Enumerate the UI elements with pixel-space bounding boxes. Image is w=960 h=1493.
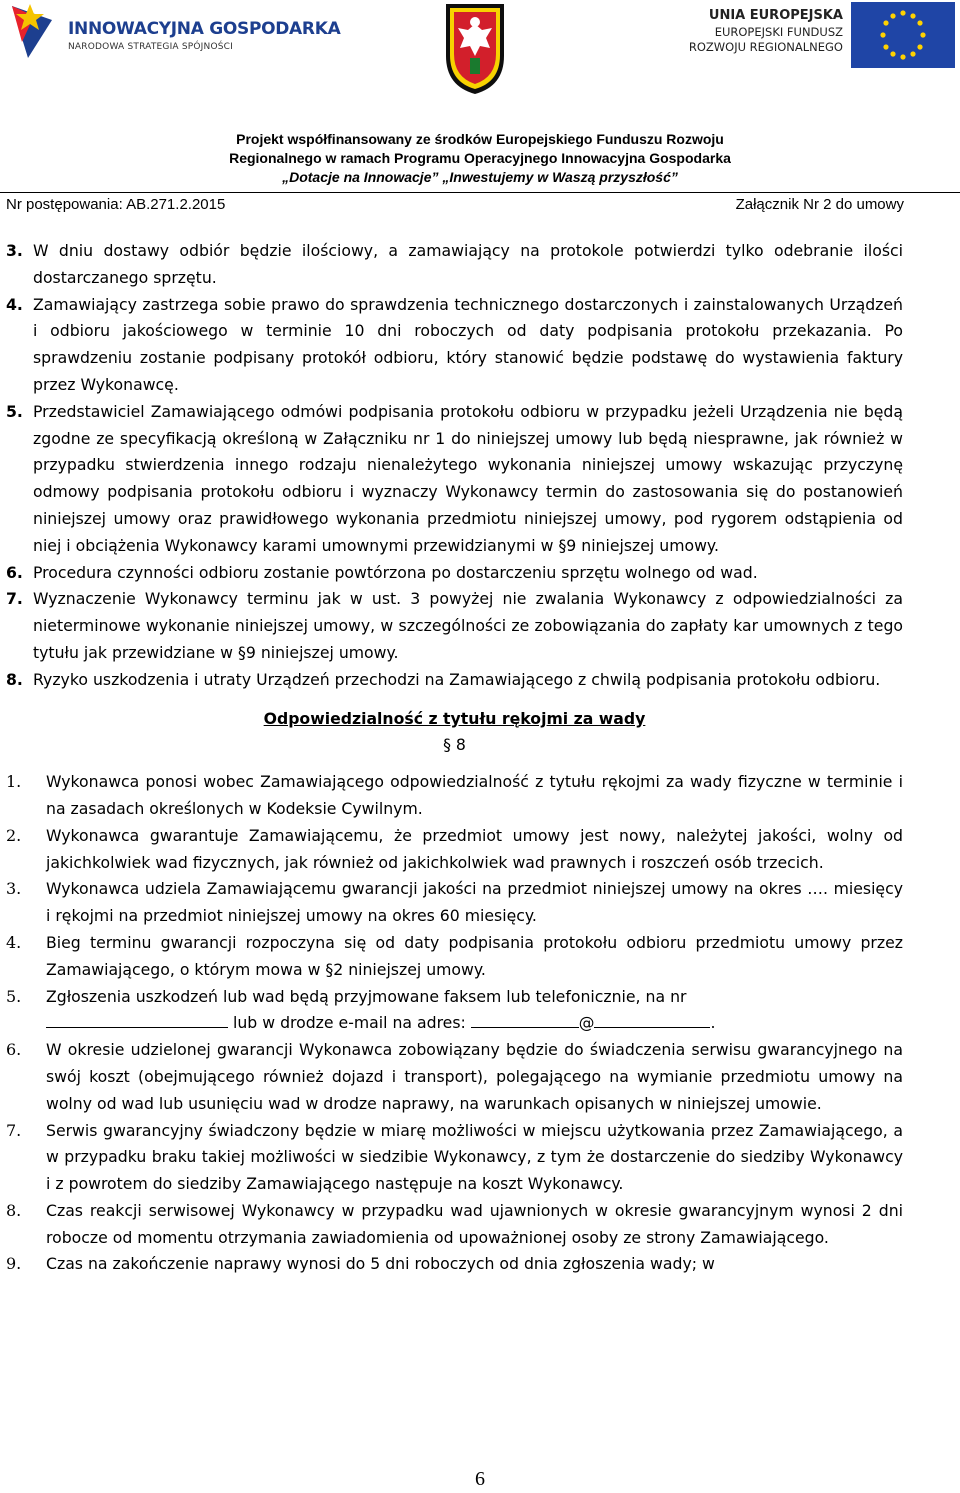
email-at-sign: @: [578, 1013, 595, 1033]
clause-text: Czas reakcji serwisowej Wykonawcy w przypadku wad ujawnionych w okresie gwarancyjnym wynosi 2 dni robocze od momentu otrzymania zawiadomienia od upoważnionej osoby ze strony Zamawiającego.: [46, 1200, 903, 1247]
clause-number: 2.: [6, 825, 22, 845]
clause-item: [6, 823, 903, 877]
project-line-3: „Dotacje na Innowacje” „Inwestujemy w Waszą przyszłość”: [282, 169, 678, 185]
page-header: [0, 0, 960, 195]
clause-number: 3.: [6, 241, 23, 260]
clause-item: [6, 1251, 903, 1278]
clause-text: Wykonawca gwarantuje Zamawiającemu, że przedmiot umowy jest nowy, należytej jakości, wolny od jakichkolwiek wad fizycznych, jak również od jakichkolwiek wad prawnych i roszczeń osób trzecich.: [46, 825, 903, 872]
eu-flag-icon: [851, 2, 955, 68]
clause-text: Bieg terminu gwarancji rozpoczyna się od daty podpisania protokołu odbioru przedmiotu umowy przez Zamawiającego, o którym mowa w §2 niniejszej umowy.: [46, 932, 903, 979]
innowacyjna-gospodarka-logo: [8, 2, 341, 62]
clause-text: W okresie udzielonej gwarancji Wykonawca zobowiązany będzie do świadczenia serwisu gwarancyjnego na swój koszt (obejmującego również dojazd i transport), polegającego na wymianie przedmiotu umowy na wolny od wad lub usunięciu wad w drodze naprawy, na warunkach opisanych w niniejszej umowie.: [46, 1040, 903, 1113]
eu-logo: [670, 6, 955, 68]
clause-number: 8.: [6, 1200, 22, 1220]
page-number: 6: [475, 1468, 485, 1490]
annex-label: Załącznik Nr 2 do umowy: [735, 196, 904, 213]
clause-number: 5.: [6, 401, 23, 421]
clause-item: [6, 560, 903, 587]
clause-text: Zamawiający zastrzega sobie prawo do sprawdzenia technicznego dostarczonych i zainstalowanych Urządzeń i odbioru jakościowego w terminie 10 dni roboczych od daty podpisania protokołu przekazania. Po sprawdzeniu zostanie podpisany protokół odbioru, który stanowić będzie podstawę do wystawienia faktury przez Wykonawcę.: [33, 294, 903, 394]
section-title: Odpowiedzialność z tytułu rękojmi za wady: [263, 708, 646, 728]
clause-text: Serwis gwarancyjny świadczony będzie w miarę możliwości w miejscu użytkowania przez Zamawiającego, a w przypadku braku takiej możliwości w siedzibie Wykonawcy, z tym że dostarczenie do siedziby Wykonawcy i z powrotem do siedziby Zamawiającego następuje na koszt Wykonawcy.: [46, 1120, 903, 1194]
clause-item: [6, 1198, 903, 1252]
clause-text: Czas na zakończenie naprawy wynosi do 5 dni roboczych od dnia zgłoszenia wady; w: [46, 1254, 715, 1274]
clause-text-email: lub w drodze e-mail na adres:: [233, 1013, 466, 1033]
clause-text: Zgłoszenia uszkodzeń lub wad będą przyjmowane faksem lub telefonicznie, na nr: [46, 986, 687, 1006]
clause-item: [6, 586, 903, 666]
email-user-blank[interactable]: [471, 1013, 579, 1028]
clause-item: [6, 769, 903, 823]
clause-text: Wykonawca udziela Zamawiającemu gwarancji jakości na przedmiot niniejszej umowy na okres …. miesięcy i rękojmi na przedmiot niniejszej umowy na okres 60 miesięcy.: [46, 879, 903, 926]
clause-number: 4.: [6, 932, 22, 952]
clause-text: Procedura czynności odbioru zostanie powtórzona po dostarczeniu sprzętu wolnego od wad.: [33, 562, 758, 582]
clause-number: 6.: [6, 562, 23, 582]
clause-text: Wykonawca ponosi wobec Zamawiającego odpowiedzialność z tytułu rękojmi za wady fizyczne w terminie i na zasadach określonych w Kodeksie Cywilnym.: [46, 772, 903, 818]
warranty-clauses: [6, 769, 903, 1278]
clause-item: [6, 876, 903, 930]
clause-text: Wyznaczenie Wykonawcy terminu jak w ust. 3 powyżej nie zwalania Wykonawcy z odpowiedzialności za nieterminowe wykonanie niniejszej umowy, w szczególności ze zobowiązania do zapłaty kar umownych z tego tytułu jak przewidziane w §9 niniejszej umowy.: [33, 589, 903, 662]
clause-number: 6.: [6, 1040, 22, 1060]
eu-logo-line3: ROZWOJU REGIONALNEGO: [688, 40, 843, 54]
eu-logo-line1: UNIA EUROPEJSKA: [708, 8, 843, 23]
coat-of-arms-icon: [442, 0, 508, 96]
clause-number: 5.: [6, 986, 22, 1006]
eu-logo-line2: EUROPEJSKI FUNDUSZ: [714, 25, 843, 39]
clause-item: [6, 984, 903, 1038]
document-meta: [6, 193, 904, 215]
reference-number: Nr postępowania: AB.271.2.2015: [6, 196, 226, 213]
clause-item: [6, 399, 903, 560]
left-logo-title: INNOWACYJNA GOSPODARKA: [68, 19, 341, 39]
project-info: [0, 130, 960, 187]
clause-item: [6, 667, 903, 694]
clause-item: [6, 292, 903, 399]
left-logo-subtitle: NARODOWA STRATEGIA SPÓJNOŚCI: [68, 42, 233, 52]
clause-text: Przedstawiciel Zamawiającego odmówi podpisania protokołu odbioru w przypadku jeżeli Urządzenia nie będą zgodne ze specyfikacją określoną w Załączniku nr 1 do niniejszej umowy lub będą niesprawne, jak również w przypadku stwierdzenia innego rodzaju nienależytego wykonania niniejszej umowy wskazując przyczynę odmowy podpisania protokołu odbioru i wyznaczy Wykonawcy termin do zastosowania się do postanowień niniejszej umowy oraz prawidłowego wykonania przedmiotu niniejszej umowy, pod rygorem odstąpienia od niej i obciążenia Wykonawcy karami umownymi przewidzianymi w §9 niniejszej umowy.: [33, 401, 903, 555]
clause-number: 7.: [6, 589, 23, 609]
clause-number: 9.: [6, 1254, 22, 1274]
project-line-1: Projekt współfinansowany ze środków Europejskiego Funduszu Rozwoju: [236, 131, 724, 147]
clause-number: 1.: [6, 772, 22, 792]
acceptance-clauses: [6, 238, 903, 694]
document-body: [6, 238, 903, 1278]
clause-text: W dniu dostawy odbiór będzie ilościowy, a zamawiający na protokole potwierdzi tylko odebranie ilości dostarczanego sprzętu.: [33, 241, 903, 287]
clause-item: [6, 1118, 903, 1198]
clause-item: [6, 1037, 903, 1117]
flag-star-icon: [8, 2, 64, 60]
clause-text: Ryzyko uszkodzenia i utraty Urządzeń przechodzi na Zamawiającego z chwilą podpisania protokołu odbioru.: [33, 669, 881, 689]
section-paragraph-sign: § 8: [443, 735, 466, 755]
email-domain-blank[interactable]: [594, 1013, 710, 1028]
project-line-2: Regionalnego w ramach Programu Operacyjnego Innowacyjna Gospodarka: [229, 150, 731, 166]
clause-item: [6, 930, 903, 984]
clause-number: 7.: [6, 1120, 22, 1140]
clause-end-dot: .: [710, 1013, 716, 1033]
clause-number: 4.: [6, 294, 23, 314]
clause-number: 3.: [6, 879, 22, 899]
clause-number: 8.: [6, 669, 23, 689]
phone-fax-blank[interactable]: [46, 1013, 228, 1028]
clause-item: [6, 238, 903, 292]
